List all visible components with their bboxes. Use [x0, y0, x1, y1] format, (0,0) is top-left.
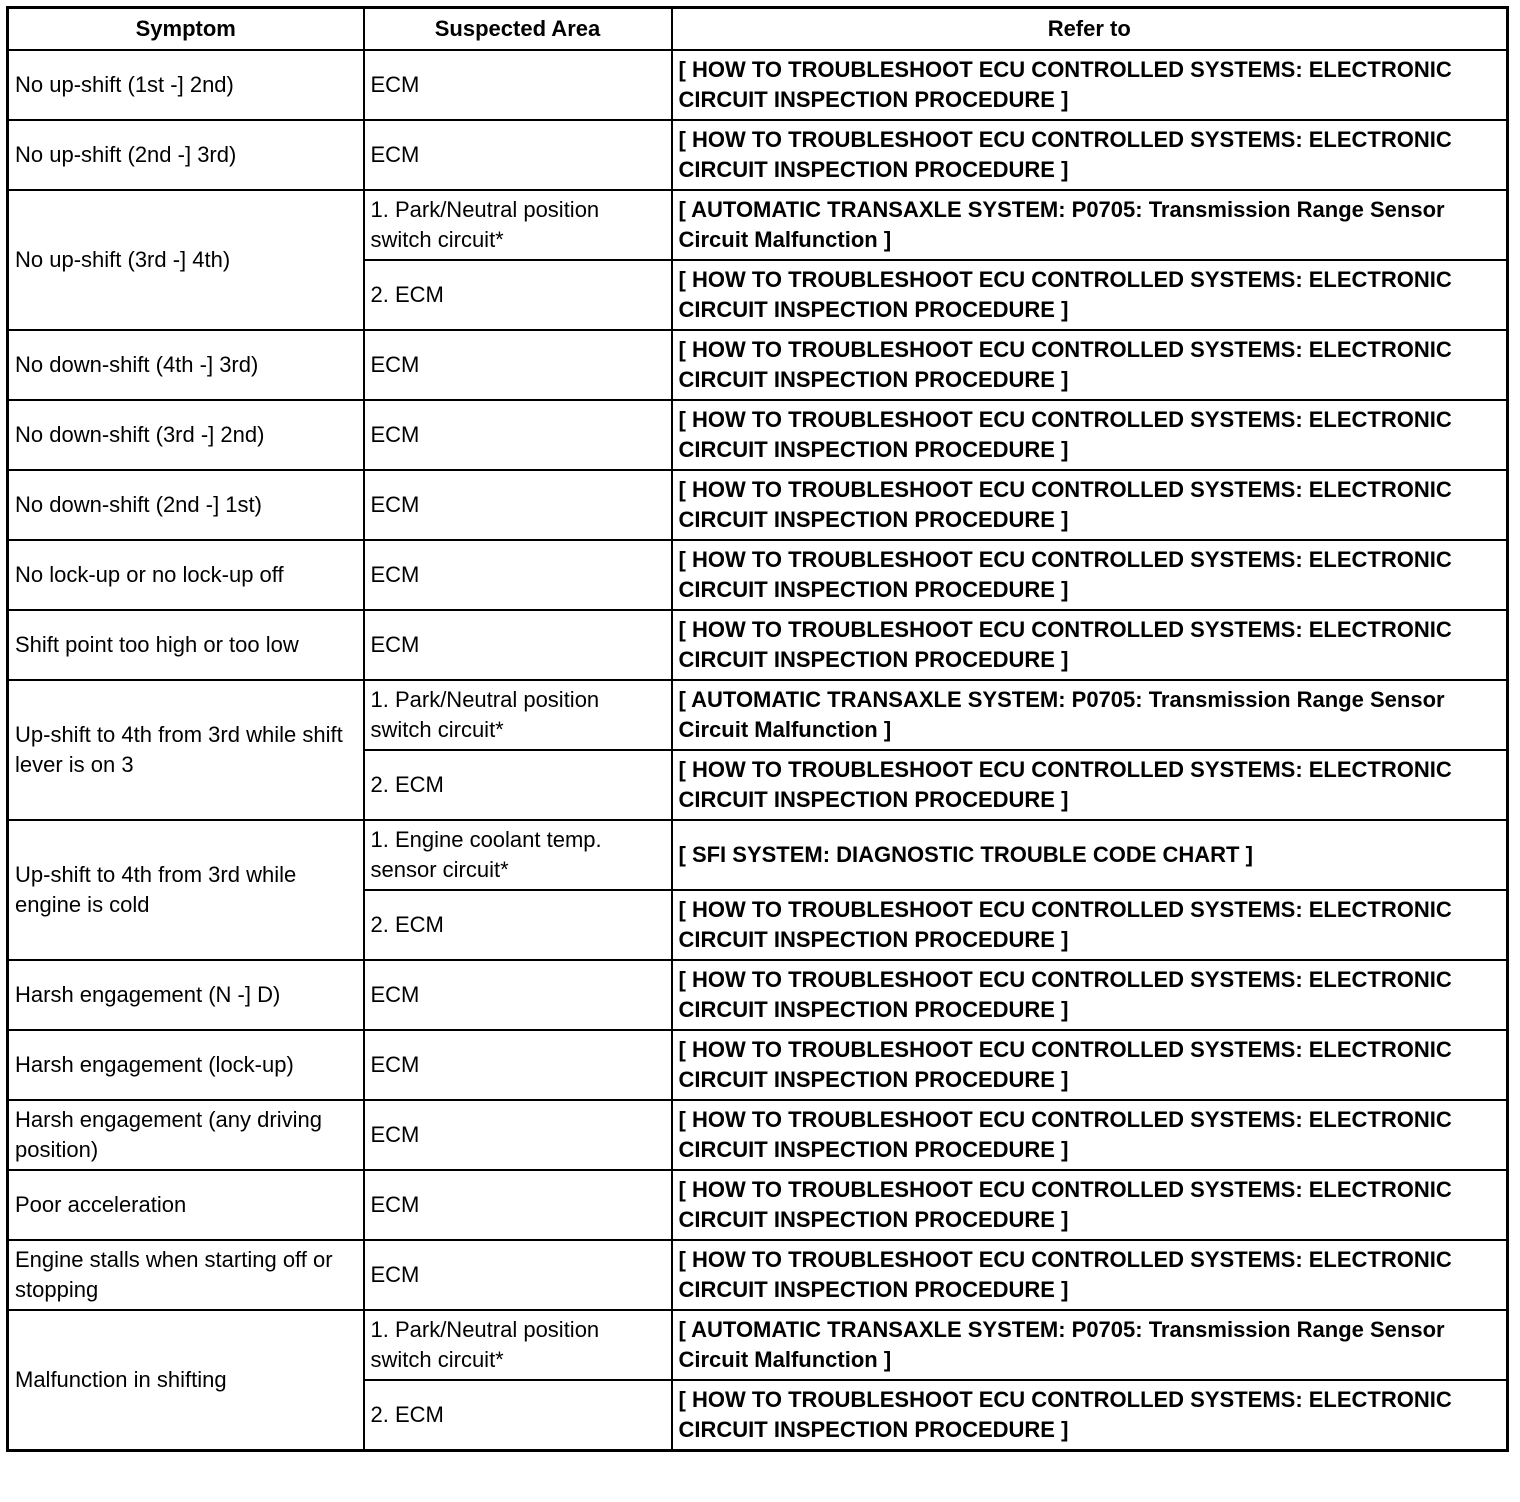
- symptom-cell: Malfunction in shifting: [8, 1310, 364, 1451]
- suspected-area-cell: 2. ECM: [364, 890, 672, 960]
- header-row: [8, 8, 1508, 51]
- symptom-cell: No down-shift (2nd -] 1st): [8, 470, 364, 540]
- symptom-cell: Harsh engagement (N -] D): [8, 960, 364, 1030]
- refer-to-cell: [ HOW TO TROUBLESHOOT ECU CONTROLLED SYSTEMS: ELECTRONIC CIRCUIT INSPECTION PROCEDURE ]: [672, 960, 1508, 1030]
- refer-to-cell: [ HOW TO TROUBLESHOOT ECU CONTROLLED SYSTEMS: ELECTRONIC CIRCUIT INSPECTION PROCEDURE ]: [672, 750, 1508, 820]
- symptom-cell: No up-shift (2nd -] 3rd): [8, 120, 364, 190]
- table-row: [8, 1170, 1508, 1240]
- refer-to-cell: [ HOW TO TROUBLESHOOT ECU CONTROLLED SYSTEMS: ELECTRONIC CIRCUIT INSPECTION PROCEDURE ]: [672, 1240, 1508, 1310]
- refer-to-cell: [ AUTOMATIC TRANSAXLE SYSTEM: P0705: Transmission Range Sensor Circuit Malfunction ]: [672, 190, 1508, 260]
- refer-to-cell: [ HOW TO TROUBLESHOOT ECU CONTROLLED SYSTEMS: ELECTRONIC CIRCUIT INSPECTION PROCEDURE ]: [672, 260, 1508, 330]
- table-row: [8, 1240, 1508, 1310]
- suspected-area-cell: ECM: [364, 610, 672, 680]
- suspected-area-cell: ECM: [364, 540, 672, 610]
- suspected-area-cell: ECM: [364, 1240, 672, 1310]
- table-row: [8, 960, 1508, 1030]
- symptom-cell: No down-shift (3rd -] 2nd): [8, 400, 364, 470]
- symptom-cell: Up-shift to 4th from 3rd while engine is cold: [8, 820, 364, 960]
- table-row: [8, 680, 1508, 750]
- symptom-cell: Up-shift to 4th from 3rd while shift lever is on 3: [8, 680, 364, 820]
- refer-to-cell: [ HOW TO TROUBLESHOOT ECU CONTROLLED SYSTEMS: ELECTRONIC CIRCUIT INSPECTION PROCEDURE ]: [672, 120, 1508, 190]
- suspected-area-cell: ECM: [364, 330, 672, 400]
- symptom-cell: No up-shift (1st -] 2nd): [8, 50, 364, 120]
- refer-to-cell: [ HOW TO TROUBLESHOOT ECU CONTROLLED SYSTEMS: ELECTRONIC CIRCUIT INSPECTION PROCEDURE ]: [672, 1030, 1508, 1100]
- suspected-area-cell: ECM: [364, 960, 672, 1030]
- table-row: [8, 50, 1508, 120]
- suspected-area-cell: ECM: [364, 120, 672, 190]
- table-row: [8, 120, 1508, 190]
- table-row: [8, 1310, 1508, 1380]
- table-row: [8, 820, 1508, 890]
- suspected-area-cell: 2. ECM: [364, 1380, 672, 1451]
- refer-to-cell: [ SFI SYSTEM: DIAGNOSTIC TROUBLE CODE CHART ]: [672, 820, 1508, 890]
- symptom-cell: No up-shift (3rd -] 4th): [8, 190, 364, 330]
- suspected-area-cell: ECM: [364, 470, 672, 540]
- symptom-cell: Engine stalls when starting off or stopping: [8, 1240, 364, 1310]
- table-row: [8, 190, 1508, 260]
- refer-to-cell: [ HOW TO TROUBLESHOOT ECU CONTROLLED SYSTEMS: ELECTRONIC CIRCUIT INSPECTION PROCEDURE ]: [672, 470, 1508, 540]
- symptom-cell: Shift point too high or too low: [8, 610, 364, 680]
- table-row: [8, 400, 1508, 470]
- table-body: [8, 50, 1508, 1451]
- refer-to-cell: [ HOW TO TROUBLESHOOT ECU CONTROLLED SYSTEMS: ELECTRONIC CIRCUIT INSPECTION PROCEDURE ]: [672, 1100, 1508, 1170]
- header-suspected-area: Suspected Area: [364, 8, 672, 51]
- suspected-area-cell: 1. Park/Neutral position switch circuit*: [364, 190, 672, 260]
- refer-to-cell: [ AUTOMATIC TRANSAXLE SYSTEM: P0705: Transmission Range Sensor Circuit Malfunction ]: [672, 680, 1508, 750]
- suspected-area-cell: ECM: [364, 400, 672, 470]
- suspected-area-cell: 1. Engine coolant temp. sensor circuit*: [364, 820, 672, 890]
- table-row: [8, 1030, 1508, 1100]
- table-row: [8, 470, 1508, 540]
- suspected-area-cell: ECM: [364, 1100, 672, 1170]
- refer-to-cell: [ HOW TO TROUBLESHOOT ECU CONTROLLED SYSTEMS: ELECTRONIC CIRCUIT INSPECTION PROCEDURE ]: [672, 890, 1508, 960]
- refer-to-cell: [ HOW TO TROUBLESHOOT ECU CONTROLLED SYSTEMS: ELECTRONIC CIRCUIT INSPECTION PROCEDURE ]: [672, 330, 1508, 400]
- refer-to-cell: [ HOW TO TROUBLESHOOT ECU CONTROLLED SYSTEMS: ELECTRONIC CIRCUIT INSPECTION PROCEDURE ]: [672, 400, 1508, 470]
- suspected-area-cell: 2. ECM: [364, 260, 672, 330]
- suspected-area-cell: ECM: [364, 1170, 672, 1240]
- suspected-area-cell: ECM: [364, 1030, 672, 1100]
- symptom-cell: Harsh engagement (lock-up): [8, 1030, 364, 1100]
- table-row: [8, 330, 1508, 400]
- refer-to-cell: [ HOW TO TROUBLESHOOT ECU CONTROLLED SYSTEMS: ELECTRONIC CIRCUIT INSPECTION PROCEDURE ]: [672, 1380, 1508, 1451]
- symptom-cell: No down-shift (4th -] 3rd): [8, 330, 364, 400]
- suspected-area-cell: 1. Park/Neutral position switch circuit*: [364, 680, 672, 750]
- refer-to-cell: [ HOW TO TROUBLESHOOT ECU CONTROLLED SYSTEMS: ELECTRONIC CIRCUIT INSPECTION PROCEDURE ]: [672, 540, 1508, 610]
- symptom-cell: Poor acceleration: [8, 1170, 364, 1240]
- table-row: [8, 540, 1508, 610]
- refer-to-cell: [ HOW TO TROUBLESHOOT ECU CONTROLLED SYSTEMS: ELECTRONIC CIRCUIT INSPECTION PROCEDURE ]: [672, 610, 1508, 680]
- troubleshooting-table: [6, 6, 1509, 1452]
- header-refer-to: Refer to: [672, 8, 1508, 51]
- suspected-area-cell: 1. Park/Neutral position switch circuit*: [364, 1310, 672, 1380]
- table-row: [8, 610, 1508, 680]
- refer-to-cell: [ AUTOMATIC TRANSAXLE SYSTEM: P0705: Transmission Range Sensor Circuit Malfunction ]: [672, 1310, 1508, 1380]
- refer-to-cell: [ HOW TO TROUBLESHOOT ECU CONTROLLED SYSTEMS: ELECTRONIC CIRCUIT INSPECTION PROCEDURE ]: [672, 1170, 1508, 1240]
- suspected-area-cell: 2. ECM: [364, 750, 672, 820]
- table-row: [8, 1100, 1508, 1170]
- suspected-area-cell: ECM: [364, 50, 672, 120]
- header-symptom: Symptom: [8, 8, 364, 51]
- symptom-cell: Harsh engagement (any driving position): [8, 1100, 364, 1170]
- symptom-cell: No lock-up or no lock-up off: [8, 540, 364, 610]
- refer-to-cell: [ HOW TO TROUBLESHOOT ECU CONTROLLED SYSTEMS: ELECTRONIC CIRCUIT INSPECTION PROCEDURE ]: [672, 50, 1508, 120]
